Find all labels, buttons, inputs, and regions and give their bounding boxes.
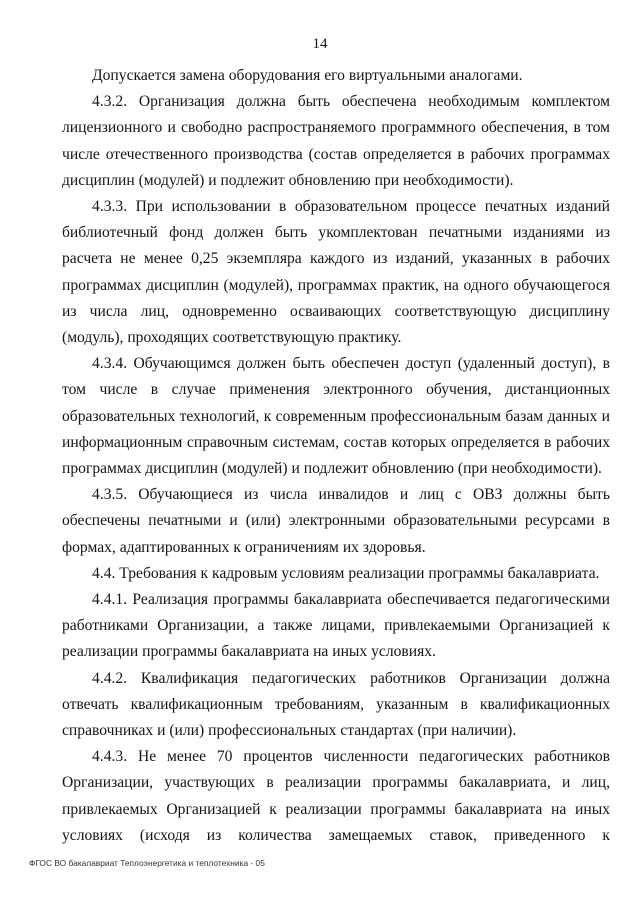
- paragraph: 4.3.3. При использовании в образовательном процессе печатных изданий библиотечный фонд должен быть укомплектован печатными изданиями из расчета не менее 0,25 экземпляра каждого из изданий, указанных в рабочих программах дисциплин (модулей), программах практик, на одного обучающегося из числа лиц, одновременно осваивающих соответствующую дисциплину (модуль), проходящих соответствующую практику.: [62, 198, 610, 347]
- paragraph: Допускается замена оборудования его виртуальными аналогами.: [92, 67, 523, 84]
- paragraph: 4.4.3. Не менее 70 процентов численности педагогических работников Организации, участвующих в реализации программы бакалавриата, и лиц, привлекаемых Организацией к реализации программы бакалавриата на иных условиях (исходя из количества замещаемых ставок, приведенного к: [62, 748, 610, 844]
- paragraph: 4.3.2. Организация должна быть обеспечена необходимым комплектом лицензионного и свободно распространяемого программного обеспечения, в том числе отечественного производства (состав определяется в рабочих программах дисциплин (модулей) и подлежит обновлению при необходимости).: [62, 93, 610, 189]
- footer-text: ФГОС ВО бакалавриат Теплоэнергетика и теплотехника - 05: [29, 858, 265, 868]
- paragraph: 4.3.5. Обучающиеся из числа инвалидов и лиц с ОВЗ должны быть обеспечены печатными и (или) электронными образовательными ресурсами в формах, адаптированных к ограничениям их здоровья.: [62, 486, 610, 556]
- paragraph: 4.4. Требования к кадровым условиям реализации программы бакалавриата.: [92, 564, 600, 582]
- page-number: 14: [312, 36, 328, 52]
- paragraph: 4.3.4. Обучающимся должен быть обеспечен доступ (удаленный доступ), в том числе в случае применения электронного обучения, дистанционных образовательных технологий, к современным профессиональным базам данных и информационным справочным системам, состав которых определяется в рабочих программах дисциплин (модулей) и подлежит обновлению (при необходимости).: [62, 355, 610, 478]
- document-body: [62, 63, 610, 849]
- paragraph: 4.4.2. Квалификация педагогических работников Организации должна отвечать квалификационным требованиям, указанным в квалификационных справочниках и (или) профессиональных стандартах (при наличии).: [62, 669, 610, 740]
- paragraph: 4.4.1. Реализация программы бакалавриата обеспечивается педагогическими работниками Организации, а также лицами, привлекаемыми Организацией к реализации программы бакалавриата на иных условиях.: [62, 591, 610, 661]
